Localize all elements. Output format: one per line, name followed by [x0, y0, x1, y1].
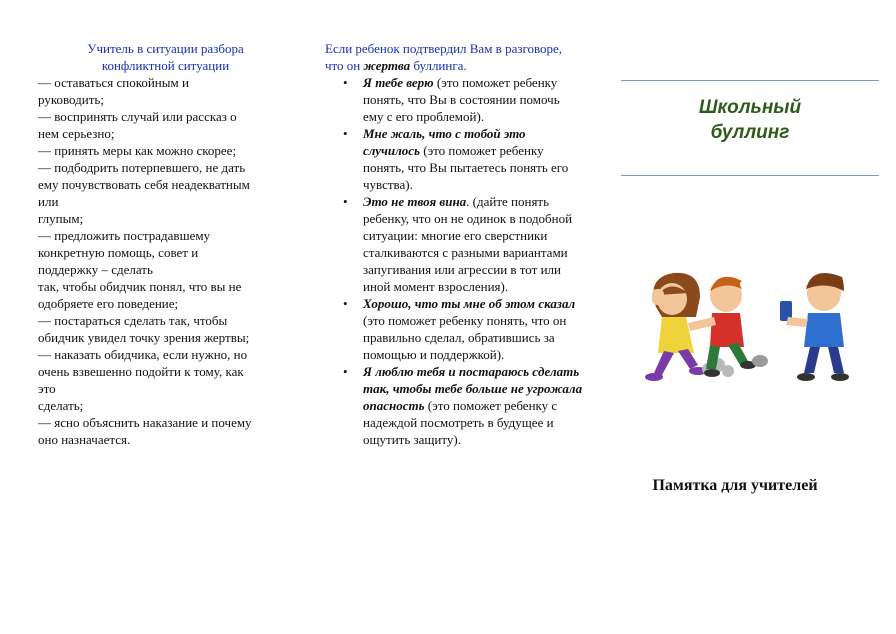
list-item [363, 193, 583, 295]
phrase-emphasis: Я люблю тебя и постараюсь сделать так, чтобы тебе больше не угрожала опасность [363, 364, 583, 413]
left-line: — воспринять случай или рассказ о [38, 109, 237, 124]
phrase-emphasis: Это не твоя вина [363, 194, 467, 209]
left-line: или [38, 194, 59, 209]
intro-before: Если ребенок подтвердил Вам в разговоре, что он [325, 41, 563, 73]
phrase-text: (это поможет ребенку понять, что он правильно сделал, обратившись за помощью и поддержкой). [363, 313, 567, 362]
phrase-text: (это поможет ребенку понять, что Вы пытаетесь понять его чувства). [363, 143, 569, 192]
cover-title-line1: Школьный [698, 97, 802, 118]
phrase-emphasis: Мне жаль, что с тобой это случилось [363, 126, 526, 158]
phrase-text: (это поможет ребенку понять, что Вы в состоянии помочь ему с его проблемой). [363, 75, 560, 124]
phrases-list [325, 74, 583, 448]
left-line: — наказать обидчика, если нужно, но [38, 347, 248, 362]
list-item [363, 125, 583, 193]
left-line: конкретную помощь, совет и [38, 245, 199, 260]
left-line: нем серьезно; [38, 126, 115, 141]
intro-after: буллинга. [410, 58, 467, 73]
intro-emphasis: жертва [363, 58, 411, 73]
list-item [363, 74, 583, 125]
phrase-text: (это поможет ребенку с надеждой посмотреть в будущее и ощутить защиту). [363, 398, 558, 447]
left-lines [38, 74, 293, 448]
left-line: ему почувствовать себя неадекватным [38, 177, 250, 192]
left-line: это [38, 381, 56, 396]
list-item [363, 363, 583, 448]
phrase-emphasis: Хорошо, что ты мне об этом сказал [363, 296, 576, 311]
stones [752, 355, 768, 367]
left-title [38, 40, 293, 74]
list-item [363, 295, 583, 363]
left-line: глупым; [38, 211, 84, 226]
left-line: так, чтобы обидчик понял, что вы не [38, 279, 242, 294]
left-line: — оставаться спокойным и [38, 75, 189, 90]
phrase-emphasis: Я тебе верю [363, 75, 434, 90]
phrase-text: . (дайте понять ребенку, что он не одинок в подобной ситуации: многие его сверстники сталкиваются с разными вариантами запугивания или агрессии в тот или иной момент взросления). [363, 194, 573, 294]
top-divider [621, 80, 879, 81]
left-line: — предложить пострадавшему [38, 228, 211, 243]
brochure-subtitle: Памятка для учителей [652, 477, 818, 494]
left-line: — ясно объяснить наказание и почему [38, 415, 252, 430]
left-line: обидчик увидел точку зрения жертвы; [38, 330, 250, 345]
left-line: руководить; [38, 92, 104, 107]
cover-title-line2: буллинг [710, 122, 790, 143]
left-line: — постараться сделать так, чтобы [38, 313, 228, 328]
left-line: одобряете его поведение; [38, 296, 179, 311]
middle-intro [325, 40, 583, 74]
left-title-line2: конфликтной ситуации [101, 58, 230, 73]
left-title-line1: Учитель в ситуации разбора [87, 41, 244, 56]
left-line: — подбодрить потерпевшего, не дать [38, 160, 246, 175]
bottom-divider [621, 175, 879, 176]
bullying-illustration [628, 265, 876, 390]
left-column [38, 40, 293, 448]
left-line: поддержку – сделать [38, 262, 153, 277]
left-line: оно назначается. [38, 432, 131, 447]
cover-title [640, 95, 860, 145]
middle-column [325, 40, 583, 448]
left-line: — принять меры как можно скорее; [38, 143, 237, 158]
boy-with-phone-figure [780, 273, 849, 381]
left-line: очень взвешенно подойти к тому, как [38, 364, 244, 379]
left-line: сделать; [38, 398, 84, 413]
